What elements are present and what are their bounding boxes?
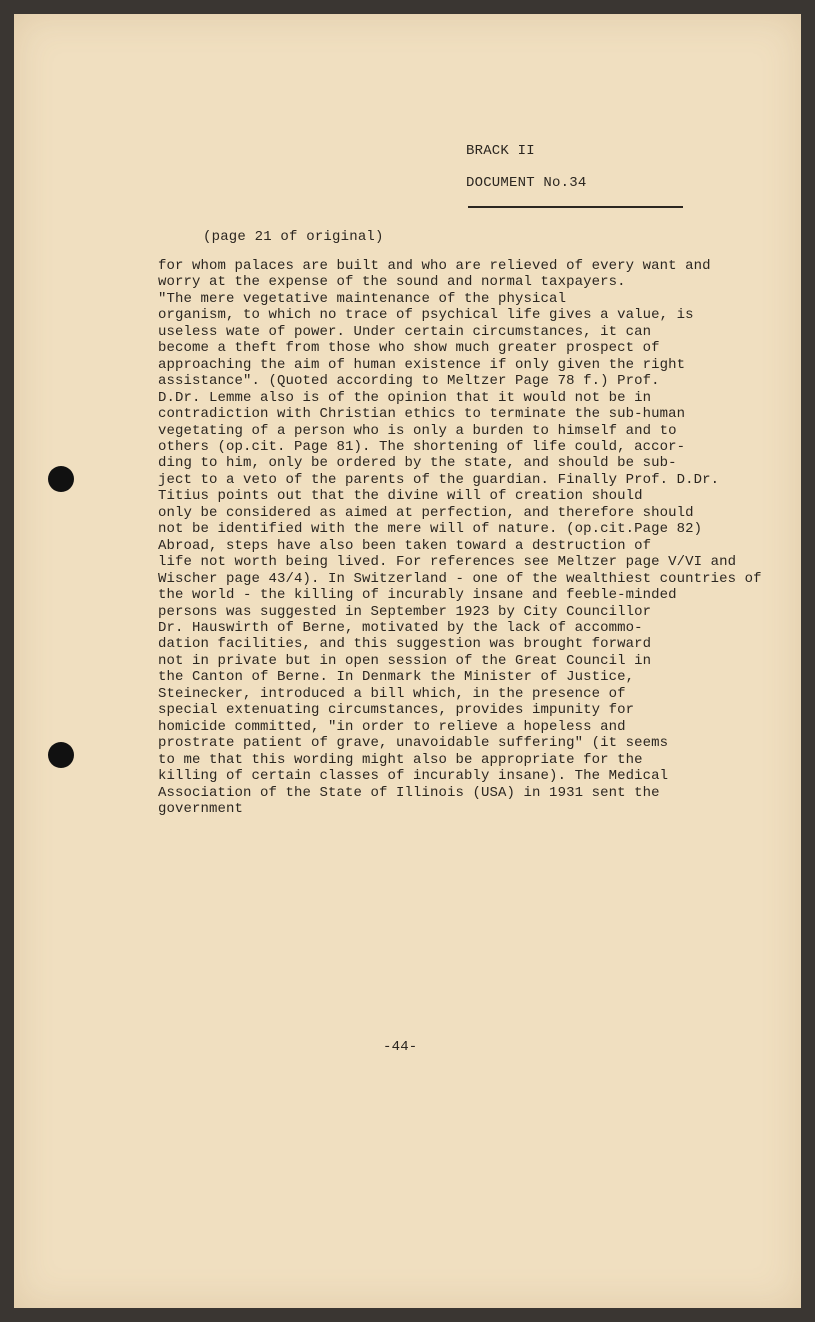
header-underline	[468, 206, 683, 208]
text-line: for whom palaces are built and who are relieved of every want and	[158, 258, 711, 274]
punch-hole	[48, 466, 74, 492]
punch-hole	[48, 742, 74, 768]
text-line: vegetating of a person who is only a burden to himself and to	[158, 422, 677, 439]
text-line: Wischer page 43/4). In Switzerland - one of the wealthiest countries of	[158, 570, 762, 587]
text-line: ject to a veto of the parents of the guardian. Finally Prof. D.Dr.	[158, 471, 720, 488]
text-line: not in private but in open session of the Great Council in	[158, 652, 652, 669]
text-line: only be considered as aimed at perfection, and therefore should	[158, 504, 694, 521]
text-line: Dr. Hauswirth of Berne, motivated by the lack of accommo-	[158, 619, 643, 636]
page-reference: (page 21 of original)	[203, 229, 384, 245]
text-line: not be identified with the mere will of nature. (op.cit.Page 82)	[158, 521, 703, 538]
text-line: special extenuating circumstances, provides impunity for	[158, 702, 635, 719]
text-line: worry at the expense of the sound and normal taxpayers.	[158, 274, 626, 291]
text-line: killing of certain classes of incurably insane). The Medical	[158, 768, 669, 785]
text-line: ding to him, only be ordered by the state, and should be sub-	[158, 455, 677, 472]
text-line: D.Dr. Lemme also is of the opinion that it would not be in	[158, 389, 652, 406]
page-number: -44-	[383, 1039, 418, 1055]
text-line: the Canton of Berne. In Denmark the Minister of Justice,	[158, 669, 635, 686]
text-line: life not worth being lived. For references see Meltzer page V/VI and	[158, 554, 737, 571]
text-line: become a theft from those who show much greater prospect of	[158, 340, 660, 357]
text-line: Abroad, steps have also been taken toward a destruction of	[158, 537, 652, 554]
document-number: DOCUMENT No.34	[466, 175, 587, 191]
text-line: Titius points out that the divine will of creation should	[158, 488, 643, 505]
text-line: contradiction with Christian ethics to terminate the sub-human	[158, 406, 686, 423]
text-line: prostrate patient of grave, unavoidable suffering" (it seems	[158, 735, 669, 752]
text-line: organism, to which no trace of psychical life gives a value, is	[158, 307, 694, 324]
text-line: "The mere vegetative maintenance of the physical	[158, 290, 567, 307]
body-text	[158, 258, 762, 817]
text-line: useless wate of power. Under certain circumstances, it can	[158, 323, 652, 340]
text-line: others (op.cit. Page 81). The shortening of life could, accor-	[158, 438, 686, 455]
text-line: assistance". (Quoted according to Meltzer Page 78 f.) Prof.	[158, 373, 660, 390]
text-line: approaching the aim of human existence if only given the right	[158, 356, 686, 373]
text-line: Association of the State of Illinois (USA) in 1931 sent the	[158, 784, 660, 801]
text-line: government	[158, 800, 244, 817]
text-line: dation facilities, and this suggestion was brought forward	[158, 636, 652, 653]
text-line: homicide committed, "in order to relieve a hopeless and	[158, 718, 626, 735]
text-line: to me that this wording might also be appropriate for the	[158, 751, 643, 768]
text-line: the world - the killing of incurably insane and feeble-minded	[158, 587, 677, 604]
text-line: persons was suggested in September 1923 by City Councillor	[158, 603, 652, 620]
case-header: BRACK II	[466, 143, 535, 159]
text-line: Steinecker, introduced a bill which, in the presence of	[158, 685, 626, 702]
